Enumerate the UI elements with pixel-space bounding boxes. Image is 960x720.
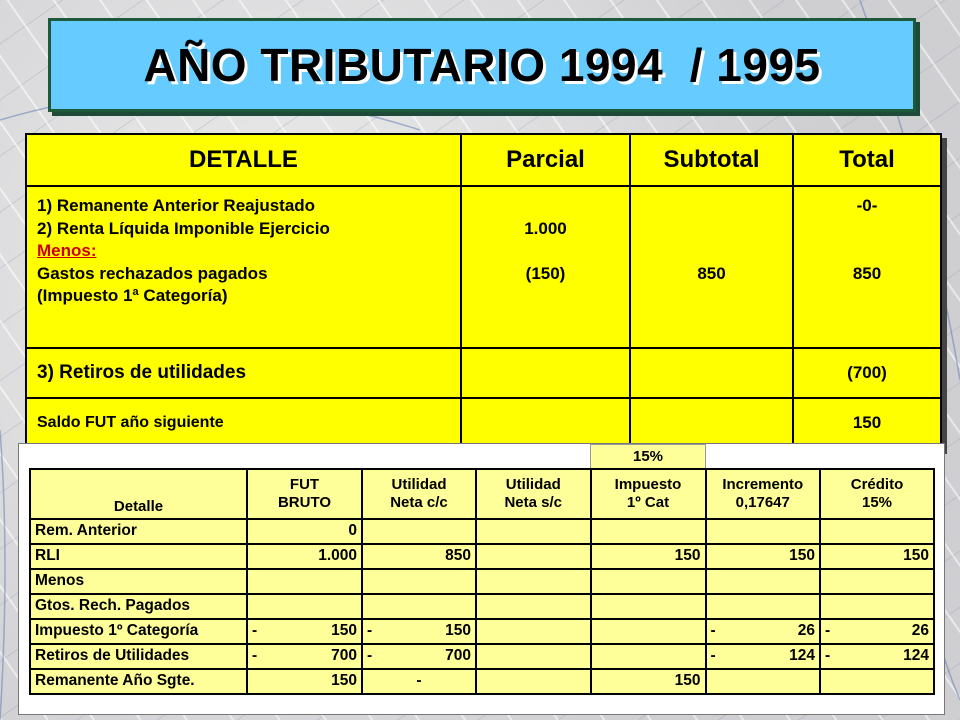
percent-label: 15%	[591, 445, 706, 469]
row-label: Rem. Anterior	[30, 519, 247, 544]
cell-neta-sc	[476, 669, 591, 694]
col-header-incremento: Incremento 0,17647	[706, 469, 821, 519]
cell-credito	[820, 594, 934, 619]
cell-neta-cc	[362, 594, 476, 619]
cell-impuesto	[591, 594, 706, 619]
cell-fut: 150	[247, 669, 362, 694]
cell-incremento	[706, 594, 821, 619]
negative-sign: -	[252, 647, 258, 664]
negative-sign: -	[367, 647, 373, 664]
cell-neta-cc: 850	[362, 544, 476, 569]
summary-row-2	[26, 348, 941, 398]
saldo-parcial	[461, 398, 630, 448]
cell-incremento: 150	[706, 544, 821, 569]
negative-sign: -	[825, 647, 831, 664]
cell-credito: 150	[820, 544, 934, 569]
cell-impuesto	[591, 619, 706, 644]
cell-neta-sc	[476, 544, 591, 569]
cell-credito	[820, 619, 934, 644]
col-header-impuesto: Impuesto 1º Cat	[591, 469, 706, 519]
cell-value: 150	[331, 622, 357, 639]
cell-incremento	[706, 519, 821, 544]
parcial-cell	[461, 186, 630, 348]
row-label: Retiros de Utilidades	[30, 644, 247, 669]
summary-header-row	[26, 134, 941, 186]
col-header-credito: Crédito 15%	[820, 469, 934, 519]
cell-value: 124	[903, 647, 929, 664]
cell-fut	[247, 594, 362, 619]
row-label: Menos	[30, 569, 247, 594]
cell-value: 150	[445, 622, 471, 639]
cell-value: 124	[789, 647, 815, 664]
cell-credito	[820, 644, 934, 669]
cell-value: 700	[445, 647, 471, 664]
fut-spreadsheet-table	[29, 444, 935, 695]
cell-neta-cc	[362, 619, 476, 644]
cell-neta-sc	[476, 569, 591, 594]
table-row	[30, 644, 934, 669]
cell-neta-sc	[476, 619, 591, 644]
retiros-label: 3) Retiros de utilidades	[26, 348, 461, 398]
saldo-subtotal	[630, 398, 793, 448]
cell-neta-cc	[362, 569, 476, 594]
cell-neta-cc	[362, 519, 476, 544]
header-detalle: DETALLE	[26, 134, 461, 186]
detalle-line: Gastos rechazados pagados	[37, 263, 268, 283]
total-cell	[793, 186, 941, 348]
negative-sign: -	[367, 622, 373, 639]
cell-fut: 1.000	[247, 544, 362, 569]
subtotal-cell	[630, 186, 793, 348]
spreadsheet-body	[30, 519, 934, 694]
summary-row-3	[26, 398, 941, 448]
cell-impuesto: 150	[591, 544, 706, 569]
cell-value: 26	[797, 622, 815, 639]
detalle-line: (Impuesto 1ª Categoría)	[37, 286, 228, 305]
summary-table	[25, 133, 942, 449]
total-value: -0-	[856, 196, 878, 215]
table-row	[30, 544, 934, 569]
cell-credito	[820, 669, 934, 694]
cell-fut	[247, 644, 362, 669]
header-subtotal: Subtotal	[630, 134, 793, 186]
cell-incremento	[706, 619, 821, 644]
cell-fut	[247, 569, 362, 594]
cell-impuesto	[591, 644, 706, 669]
cell-neta-sc	[476, 519, 591, 544]
table-row	[30, 569, 934, 594]
saldo-label: Saldo FUT año siguiente	[26, 398, 461, 448]
table-row	[30, 619, 934, 644]
cell-neta-sc	[476, 644, 591, 669]
col-header-neta-cc: Utilidad Neta c/c	[362, 469, 476, 519]
col-header-neta-sc: Utilidad Neta s/c	[476, 469, 591, 519]
cell-neta-sc	[476, 594, 591, 619]
cell-impuesto: 150	[591, 669, 706, 694]
negative-sign: -	[825, 622, 831, 639]
cell-fut: 0	[247, 519, 362, 544]
col-header-fut: FUT BRUTO	[247, 469, 362, 519]
percent-row	[30, 445, 934, 469]
row-label: Gtos. Rech. Pagados	[30, 594, 247, 619]
spreadsheet-header-row	[30, 469, 934, 519]
negative-sign: -	[252, 622, 258, 639]
total-value: 850	[852, 263, 882, 283]
cell-credito	[820, 569, 934, 594]
title-banner	[48, 18, 916, 112]
page-title: AÑO TRIBUTARIO 1994 / 1995	[143, 39, 821, 91]
negative-sign: -	[710, 647, 716, 664]
cell-value: 700	[331, 647, 357, 664]
table-row	[30, 669, 934, 694]
summary-row-1	[26, 186, 941, 348]
spreadsheet	[18, 443, 945, 715]
header-total: Total	[793, 134, 941, 186]
parcial-value: (150)	[525, 263, 566, 283]
col-header-detalle: Detalle	[30, 469, 247, 519]
header-parcial: Parcial	[461, 134, 630, 186]
parcial-value: 1.000	[524, 218, 567, 238]
cell-fut	[247, 619, 362, 644]
retiros-total: (700)	[793, 348, 941, 398]
cell-credito	[820, 519, 934, 544]
cell-neta-cc	[362, 644, 476, 669]
saldo-total: 150	[793, 398, 941, 448]
cell-incremento	[706, 669, 821, 694]
retiros-parcial	[461, 348, 630, 398]
row-label: Impuesto 1º Categoría	[30, 619, 247, 644]
retiros-subtotal	[630, 348, 793, 398]
cell-neta-cc: -	[362, 669, 476, 694]
detalle-line: 2) Renta Líquida Imponible Ejercicio	[37, 218, 330, 238]
cell-incremento	[706, 569, 821, 594]
menos-label: Menos:	[37, 241, 97, 260]
table-row	[30, 594, 934, 619]
cell-impuesto	[591, 519, 706, 544]
cell-incremento	[706, 644, 821, 669]
detalle-cell	[26, 186, 461, 348]
row-label: Remanente Año Sgte.	[30, 669, 247, 694]
negative-sign: -	[710, 622, 716, 639]
table-row	[30, 519, 934, 544]
cell-impuesto	[591, 569, 706, 594]
detalle-line: 1) Remanente Anterior Reajustado	[37, 196, 316, 215]
row-label: RLI	[30, 544, 247, 569]
cell-value: 26	[911, 622, 929, 639]
subtotal-value: 850	[697, 263, 726, 283]
